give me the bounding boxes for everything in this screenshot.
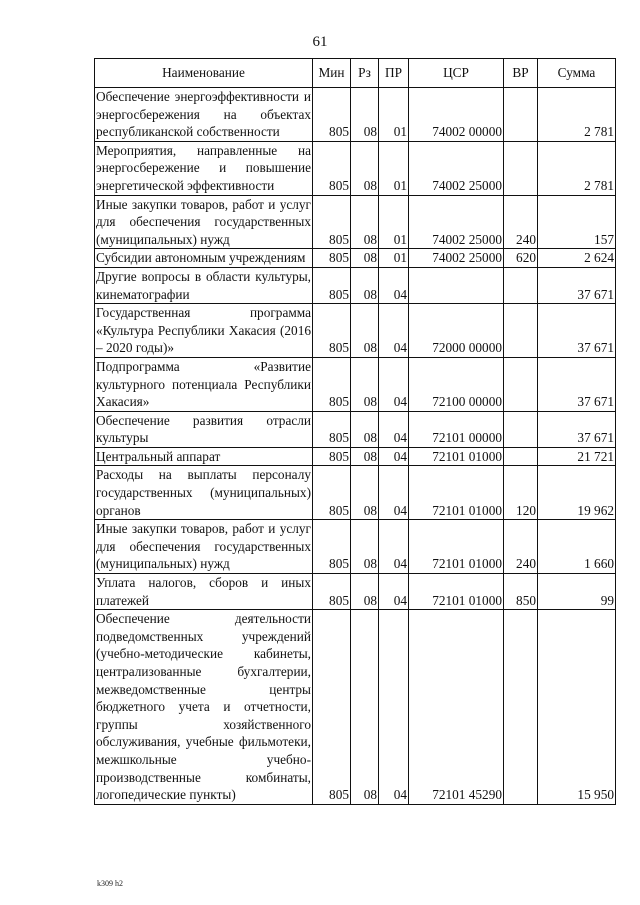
cell-rz: 08	[351, 411, 379, 447]
cell-pr: 04	[379, 574, 409, 610]
table-row	[95, 520, 616, 574]
cell-min: 805	[313, 466, 351, 520]
cell-min: 805	[313, 574, 351, 610]
cell-csr: 72100 00000	[409, 357, 504, 411]
cell-sum: 37 671	[538, 411, 616, 447]
cell-sum: 157	[538, 195, 616, 249]
page-number: 61	[312, 34, 328, 50]
cell-pr: 04	[379, 447, 409, 466]
cell-name: Уплата налогов, сборов и иных платежей	[95, 574, 313, 610]
cell-sum: 15 950	[538, 610, 616, 805]
cell-vr: 120	[504, 466, 538, 520]
table-header-row	[95, 59, 616, 88]
table-row	[95, 249, 616, 268]
table-row	[95, 195, 616, 249]
cell-pr: 04	[379, 304, 409, 358]
cell-csr: 72101 01000	[409, 466, 504, 520]
cell-pr: 04	[379, 466, 409, 520]
table-row	[95, 267, 616, 303]
cell-sum: 2 624	[538, 249, 616, 268]
cell-pr: 04	[379, 357, 409, 411]
table-row	[95, 610, 616, 805]
table-body	[95, 88, 616, 805]
cell-min: 805	[313, 304, 351, 358]
cell-rz: 08	[351, 249, 379, 268]
cell-rz: 08	[351, 88, 379, 142]
cell-rz: 08	[351, 357, 379, 411]
header-csr: ЦСР	[409, 59, 504, 88]
header-sum: Сумма	[538, 59, 616, 88]
cell-name: Обеспечение деятельности подведомственных учреждений (учебно-методические кабинеты, централизованные бухгалтерии, межведомственные центры бюджетного учета и отчетности, группы хозяйственного обслуживания, учебные фильмотеки, межшкольные учебно-производственные комбинаты, логопедические пункты)	[95, 610, 313, 805]
cell-vr	[504, 357, 538, 411]
cell-min: 805	[313, 520, 351, 574]
header-pr: ПР	[379, 59, 409, 88]
cell-name: Иные закупки товаров, работ и услуг для обеспечения государственных (муниципальных) нужд	[95, 520, 313, 574]
cell-rz: 08	[351, 610, 379, 805]
table-row	[95, 141, 616, 195]
cell-rz: 08	[351, 195, 379, 249]
table-row	[95, 574, 616, 610]
footer-code: k309 h2	[97, 879, 123, 888]
cell-name: Другие вопросы в области культуры, кинематографии	[95, 267, 313, 303]
cell-csr: 72101 01000	[409, 447, 504, 466]
cell-name: Обеспечение энергоэффективности и энергосбережения на объектах республиканской собственности	[95, 88, 313, 142]
cell-sum: 99	[538, 574, 616, 610]
cell-pr: 01	[379, 195, 409, 249]
cell-vr	[504, 411, 538, 447]
cell-name: Субсидии автономным учреждениям	[95, 249, 313, 268]
table-row	[95, 88, 616, 142]
cell-pr: 04	[379, 267, 409, 303]
cell-rz: 08	[351, 267, 379, 303]
cell-sum: 2 781	[538, 141, 616, 195]
cell-vr: 240	[504, 520, 538, 574]
header-name: Наименование	[95, 59, 313, 88]
table-row	[95, 411, 616, 447]
cell-min: 805	[313, 357, 351, 411]
cell-vr	[504, 88, 538, 142]
budget-table	[94, 58, 616, 805]
cell-csr: 72101 00000	[409, 411, 504, 447]
cell-min: 805	[313, 610, 351, 805]
cell-vr: 620	[504, 249, 538, 268]
cell-name: Мероприятия, направленные на энергосбережение и повышение энергетической эффективности	[95, 141, 313, 195]
cell-min: 805	[313, 249, 351, 268]
cell-csr: 72101 01000	[409, 574, 504, 610]
cell-vr	[504, 304, 538, 358]
cell-csr: 74002 25000	[409, 249, 504, 268]
header-rz: Рз	[351, 59, 379, 88]
cell-pr: 01	[379, 141, 409, 195]
cell-sum: 2 781	[538, 88, 616, 142]
cell-vr: 850	[504, 574, 538, 610]
cell-rz: 08	[351, 574, 379, 610]
cell-vr	[504, 610, 538, 805]
cell-name: Расходы на выплаты персоналу государственных (муниципальных) органов	[95, 466, 313, 520]
cell-rz: 08	[351, 141, 379, 195]
cell-vr	[504, 141, 538, 195]
cell-sum: 37 671	[538, 304, 616, 358]
cell-rz: 08	[351, 304, 379, 358]
cell-sum: 19 962	[538, 466, 616, 520]
cell-pr: 01	[379, 249, 409, 268]
cell-rz: 08	[351, 447, 379, 466]
cell-csr	[409, 267, 504, 303]
cell-vr	[504, 267, 538, 303]
header-min: Мин	[313, 59, 351, 88]
cell-pr: 04	[379, 520, 409, 574]
cell-min: 805	[313, 267, 351, 303]
cell-min: 805	[313, 447, 351, 466]
cell-sum: 21 721	[538, 447, 616, 466]
cell-min: 805	[313, 195, 351, 249]
cell-name: Иные закупки товаров, работ и услуг для обеспечения государственных (муниципальных) нужд	[95, 195, 313, 249]
table-row	[95, 357, 616, 411]
cell-csr: 72101 01000	[409, 520, 504, 574]
cell-pr: 04	[379, 411, 409, 447]
cell-rz: 08	[351, 466, 379, 520]
table-row	[95, 447, 616, 466]
cell-rz: 08	[351, 520, 379, 574]
cell-csr: 72101 45290	[409, 610, 504, 805]
cell-min: 805	[313, 141, 351, 195]
table-row	[95, 466, 616, 520]
cell-csr: 74002 25000	[409, 195, 504, 249]
cell-pr: 01	[379, 88, 409, 142]
cell-name: Обеспечение развития отрасли культуры	[95, 411, 313, 447]
cell-min: 805	[313, 88, 351, 142]
cell-pr: 04	[379, 610, 409, 805]
cell-csr: 72000 00000	[409, 304, 504, 358]
cell-name: Подпрограмма «Развитие культурного потенциала Республики Хакасия»	[95, 357, 313, 411]
cell-csr: 74002 25000	[409, 141, 504, 195]
cell-vr: 240	[504, 195, 538, 249]
cell-name: Государственная программа «Культура Республики Хакасия (2016 – 2020 годы)»	[95, 304, 313, 358]
cell-sum: 37 671	[538, 357, 616, 411]
table-row	[95, 304, 616, 358]
cell-vr	[504, 447, 538, 466]
header-vr: ВР	[504, 59, 538, 88]
cell-name: Центральный аппарат	[95, 447, 313, 466]
cell-min: 805	[313, 411, 351, 447]
cell-sum: 1 660	[538, 520, 616, 574]
cell-sum: 37 671	[538, 267, 616, 303]
cell-csr: 74002 00000	[409, 88, 504, 142]
